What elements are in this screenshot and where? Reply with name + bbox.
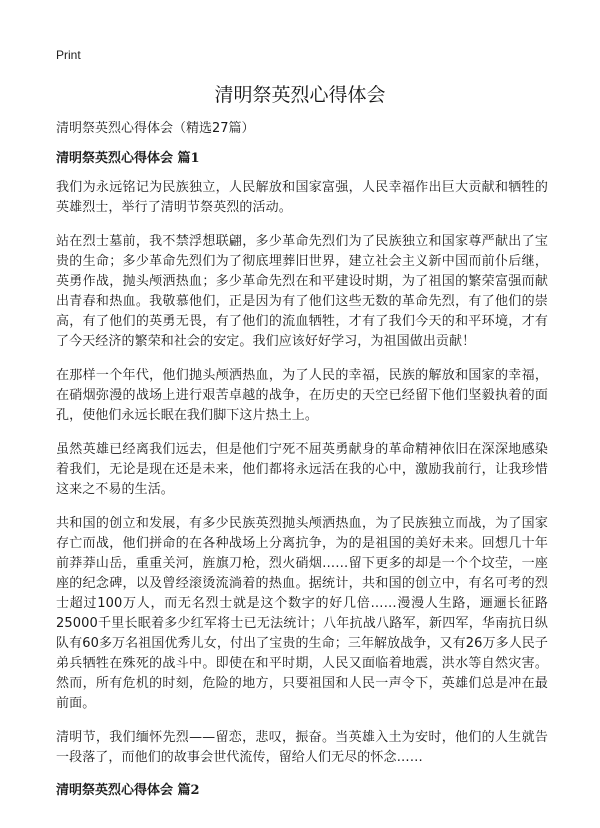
article-subtitle: 清明祭英烈心得体会（精选27篇） bbox=[56, 121, 255, 136]
paragraph: 共和国的创立和发展，有多少民族英烈抛头颅洒热血，为了民族独立而战，为了国家存亡而战，他们拼命的在各种战场上分离抗争，为的是祖国的美好未来。回想几十年前莽莽山岳，重重关河，旌旗刀枪，烈火硝烟……留下更多的却是一个个坟茔，一座座的纪念碑，以及曾经滚烫流淌着的热血。据统计，共和国的创立中，有名可考的烈士超过100万人，而无名烈士就是这个数字的好几倍……漫漫人生路，逦逦长征路25000千里长眠着多少红军将士已无法统计；八年抗战八路军，新四军，华南抗日纵队有60多万名祖国优秀儿女，付出了宝贵的生命；三年解放战争，又有26万多人民子弟兵牺牲在殊死的战斗中。即使在和平时期，人民又面临着地震，洪水等自然灾害。然而，所有危机的时刻，危险的地方，只要祖国和人民一声令下，英雄们总是冲在最前面。 bbox=[56, 516, 548, 711]
section-heading: 清明祭英烈心得体会 篇2 bbox=[56, 783, 200, 798]
paragraph: 我们为永远铭记为民族独立，人民解放和国家富强，人民幸福作出巨大贡献和牺牲的英雄烈士，举行了清明节祭英烈的活动。 bbox=[56, 180, 548, 215]
paragraph: 清明节，我们缅怀先烈——留恋，悲叹，振奋。当英雄入土为安时，他们的人生就告一段落了，而他们的故事会世代流传，留给人们无尽的怀念…… bbox=[56, 730, 548, 765]
paragraph: 站在烈士墓前，我不禁浮想联翩，多少革命先烈们为了民族独立和国家尊严献出了宝贵的生命；多少革命先烈们为了彻底埋葬旧世界，建立社会主义新中国而前仆后继，英勇作战，抛头颅洒热血；多少革命先烈在和平建设时期，为了祖国的繁荣富强而献出青春和热血。我敬慕他们，正是因为有了他们这些无数的革命先烈，有了他们的崇高，有了他们的英勇无畏，有了他们的流血牺牲，才有了我们今天的和平环境，才有了今天经济的繁荣和社会的安定。我们应该好好学习，为祖国做出贡献！ bbox=[56, 234, 548, 349]
article-body bbox=[56, 120, 548, 810]
paragraph: 虽然英雄已经离我们远去，但是他们宁死不屈英勇献身的革命精神依旧在深深地感染着我们，无论是现在还是未来，他们都将永远活在我的心中，激励我前行，让我珍惜这来之不易的生活。 bbox=[56, 442, 548, 497]
page-title: 清明祭英烈心得体会 bbox=[214, 84, 386, 106]
print-link[interactable]: Print bbox=[56, 48, 81, 62]
section-heading: 清明祭英烈心得体会 篇1 bbox=[56, 151, 200, 166]
paragraph: 在那样一个年代，他们抛头颅洒热血，为了人民的幸福，民族的解放和国家的幸福，在硝烟弥漫的战场上进行艰苦卓越的战争，在历史的天空已经留下他们坚毅执着的面孔，使他们永远长眠在我们脚下这片热土上。 bbox=[56, 368, 548, 423]
